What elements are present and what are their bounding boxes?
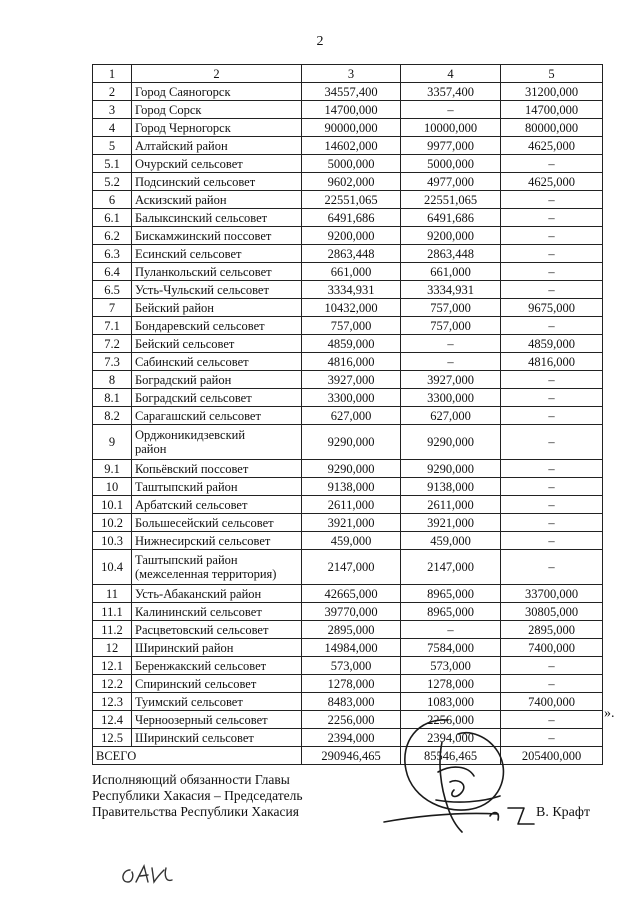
table-row: [93, 155, 603, 173]
table-row: [93, 317, 603, 335]
row-name: [132, 621, 302, 639]
row-value-col4: –: [401, 101, 501, 119]
row-value-col3: 10432,000: [302, 299, 401, 317]
row-name: [132, 209, 302, 227]
row-value-col4: 9290,000: [401, 460, 501, 478]
table-row: [93, 425, 603, 460]
row-name: [132, 693, 302, 711]
row-name-line: Город Саяногорск: [135, 84, 231, 99]
row-value-col3: 6491,686: [302, 209, 401, 227]
row-value-col5: –: [501, 711, 603, 729]
table-row: [93, 83, 603, 101]
row-name: [132, 335, 302, 353]
row-name: [132, 119, 302, 137]
row-name: [132, 657, 302, 675]
row-value-col4: 3927,000: [401, 371, 501, 389]
row-name: [132, 407, 302, 425]
row-value-col4: 22551,065: [401, 191, 501, 209]
signer-name: В. Крафт: [536, 805, 591, 820]
row-name: [132, 514, 302, 532]
row-value-col3: 2256,000: [302, 711, 401, 729]
row-name-line: Туимский сельсовет: [135, 694, 243, 709]
header-cell-3: 3: [302, 65, 401, 83]
row-name: [132, 460, 302, 478]
row-name-line: (межселенная территория): [135, 567, 277, 581]
total-value-col5: 205400,000: [501, 747, 603, 765]
row-number: 10.1: [93, 496, 132, 514]
row-name: [132, 137, 302, 155]
row-number: 6.3: [93, 245, 132, 263]
row-number: 2: [93, 83, 132, 101]
row-name: [132, 550, 302, 585]
row-name: [132, 389, 302, 407]
row-value-col5: –: [501, 389, 603, 407]
row-number: 7.3: [93, 353, 132, 371]
row-value-col5: 7400,000: [501, 693, 603, 711]
row-name-line: Алтайский район: [135, 138, 228, 153]
row-value-col4: 6491,686: [401, 209, 501, 227]
row-value-col3: 459,000: [302, 532, 401, 550]
row-value-col5: –: [501, 317, 603, 335]
row-name: [132, 425, 302, 460]
row-value-col3: 34557,400: [302, 83, 401, 101]
table-row: [93, 191, 603, 209]
row-value-col5: –: [501, 371, 603, 389]
row-value-col5: 9675,000: [501, 299, 603, 317]
row-value-col3: 3921,000: [302, 514, 401, 532]
row-name-line: Расцветовский сельсовет: [135, 622, 269, 637]
table-row: [93, 585, 603, 603]
row-value-col4: –: [401, 353, 501, 371]
row-value-col5: –: [501, 407, 603, 425]
row-value-col5: –: [501, 155, 603, 173]
table-row: [93, 621, 603, 639]
row-name-line: Ширинский сельсовет: [135, 730, 254, 745]
row-value-col4: 7584,000: [401, 639, 501, 657]
row-value-col3: 90000,000: [302, 119, 401, 137]
row-value-col4: 9138,000: [401, 478, 501, 496]
table-row: [93, 389, 603, 407]
table-row: [93, 101, 603, 119]
table-header-row: [93, 65, 603, 83]
row-name-line: Сабинский сельсовет: [135, 354, 249, 369]
row-number: 7.2: [93, 335, 132, 353]
row-value-col3: 661,000: [302, 263, 401, 281]
row-name-line: Боградский район: [135, 372, 232, 387]
row-value-col5: 80000,000: [501, 119, 603, 137]
table-row: [93, 263, 603, 281]
row-value-col3: 9200,000: [302, 227, 401, 245]
row-value-col5: –: [501, 514, 603, 532]
table-row: [93, 245, 603, 263]
total-value-col3: 290946,465: [302, 747, 401, 765]
row-name-line: Таштыпский район: [135, 553, 238, 567]
row-value-col4: 4977,000: [401, 173, 501, 191]
row-name-line: Пуланкольский сельсовет: [135, 264, 272, 279]
row-number: 12.2: [93, 675, 132, 693]
row-value-col4: 1278,000: [401, 675, 501, 693]
row-name-line: Есинский сельсовет: [135, 246, 242, 261]
row-value-col4: 9200,000: [401, 227, 501, 245]
row-name-line: Копьёвский поссовет: [135, 461, 249, 476]
row-number: 6.4: [93, 263, 132, 281]
row-value-col5: –: [501, 675, 603, 693]
row-number: 12.1: [93, 657, 132, 675]
row-name: [132, 281, 302, 299]
row-name-line: Орджоникидзевский: [135, 428, 246, 442]
row-value-col3: 9138,000: [302, 478, 401, 496]
total-label: ВСЕГО: [93, 747, 302, 765]
row-value-col4: 459,000: [401, 532, 501, 550]
table-row: [93, 639, 603, 657]
budget-table-body: [93, 65, 603, 765]
row-number: 6: [93, 191, 132, 209]
budget-table: [92, 64, 603, 765]
row-value-col5: –: [501, 496, 603, 514]
row-name-line: Город Черногорск: [135, 120, 231, 135]
row-value-col5: –: [501, 209, 603, 227]
handwritten-signature: [378, 712, 548, 837]
row-name-line: Спиринский сельсовет: [135, 676, 257, 691]
row-name: [132, 263, 302, 281]
row-number: 6.1: [93, 209, 132, 227]
row-value-col5: –: [501, 191, 603, 209]
row-name-line: Усть-Чульский сельсовет: [135, 282, 269, 297]
row-name-line: Усть-Абаканский район: [135, 586, 262, 601]
row-value-col3: 2611,000: [302, 496, 401, 514]
row-name: [132, 496, 302, 514]
row-number: 10.2: [93, 514, 132, 532]
row-value-col4: 573,000: [401, 657, 501, 675]
header-cell-2: 2: [132, 65, 302, 83]
row-name-line: Большесейский сельсовет: [135, 515, 274, 530]
row-value-col3: 8483,000: [302, 693, 401, 711]
table-row: [93, 119, 603, 137]
row-value-col3: 2394,000: [302, 729, 401, 747]
row-number: 9: [93, 425, 132, 460]
row-value-col3: 9290,000: [302, 425, 401, 460]
row-value-col3: 42665,000: [302, 585, 401, 603]
row-value-col4: 3921,000: [401, 514, 501, 532]
row-name: [132, 353, 302, 371]
row-value-col5: –: [501, 729, 603, 747]
table-row: [93, 460, 603, 478]
row-value-col5: –: [501, 550, 603, 585]
row-value-col5: –: [501, 478, 603, 496]
table-row: [93, 281, 603, 299]
row-name: [132, 245, 302, 263]
table-row: [93, 514, 603, 532]
row-value-col5: 2895,000: [501, 621, 603, 639]
table-row: [93, 227, 603, 245]
row-value-col5: 7400,000: [501, 639, 603, 657]
row-value-col3: 3300,000: [302, 389, 401, 407]
row-value-col4: 8965,000: [401, 585, 501, 603]
row-value-col5: –: [501, 227, 603, 245]
row-value-col5: 30805,000: [501, 603, 603, 621]
row-number: 12.4: [93, 711, 132, 729]
table-row: [93, 496, 603, 514]
row-name-line: Нижнесирский сельсовет: [135, 533, 271, 548]
row-name: [132, 729, 302, 747]
row-number: 3: [93, 101, 132, 119]
row-name: [132, 585, 302, 603]
row-number: 10: [93, 478, 132, 496]
row-value-col3: 1278,000: [302, 675, 401, 693]
row-number: 10.4: [93, 550, 132, 585]
table-row: [93, 299, 603, 317]
row-value-col3: 757,000: [302, 317, 401, 335]
row-value-col4: 10000,000: [401, 119, 501, 137]
row-value-col3: 2147,000: [302, 550, 401, 585]
row-value-col3: 2895,000: [302, 621, 401, 639]
row-name: [132, 155, 302, 173]
row-value-col5: –: [501, 245, 603, 263]
row-name-line: Балыксинский сельсовет: [135, 210, 268, 225]
row-value-col3: 14984,000: [302, 639, 401, 657]
handwritten-initials: [118, 862, 174, 888]
row-name-line: Бейский район: [135, 300, 214, 315]
row-value-col3: 14700,000: [302, 101, 401, 119]
footer-line-3: Правительства Республики Хакасия: [92, 804, 299, 819]
row-value-col3: 9290,000: [302, 460, 401, 478]
row-value-col3: 3334,931: [302, 281, 401, 299]
table-row: [93, 693, 603, 711]
row-value-col5: –: [501, 532, 603, 550]
row-number: 11: [93, 585, 132, 603]
row-value-col4: 661,000: [401, 263, 501, 281]
row-number: 7: [93, 299, 132, 317]
row-value-col4: 2256,000: [401, 711, 501, 729]
row-value-col3: 4859,000: [302, 335, 401, 353]
row-name: [132, 227, 302, 245]
row-name: [132, 532, 302, 550]
row-value-col3: 3927,000: [302, 371, 401, 389]
row-number: 5.2: [93, 173, 132, 191]
row-name-line: Бейский сельсовет: [135, 336, 235, 351]
row-value-col3: 5000,000: [302, 155, 401, 173]
row-number: 8: [93, 371, 132, 389]
row-name: [132, 191, 302, 209]
row-value-col4: 2611,000: [401, 496, 501, 514]
row-value-col5: –: [501, 263, 603, 281]
row-value-col4: 9290,000: [401, 425, 501, 460]
row-value-col3: 573,000: [302, 657, 401, 675]
row-value-col4: 627,000: [401, 407, 501, 425]
row-name-line: район: [135, 442, 167, 456]
row-value-col5: 4625,000: [501, 173, 603, 191]
footer-signatory-title: [92, 772, 303, 820]
row-name: [132, 711, 302, 729]
row-value-col4: –: [401, 621, 501, 639]
row-value-col4: 3334,931: [401, 281, 501, 299]
row-name: [132, 101, 302, 119]
row-number: 10.3: [93, 532, 132, 550]
row-value-col4: –: [401, 335, 501, 353]
row-name: [132, 639, 302, 657]
row-number: 6.2: [93, 227, 132, 245]
row-value-col3: 22551,065: [302, 191, 401, 209]
row-name: [132, 317, 302, 335]
row-name: [132, 299, 302, 317]
row-value-col4: 3357,400: [401, 83, 501, 101]
row-value-col4: 2863,448: [401, 245, 501, 263]
table-row: [93, 532, 603, 550]
row-name-line: Черноозерный сельсовет: [135, 712, 268, 727]
table-row: [93, 407, 603, 425]
row-name-line: Калининский сельсовет: [135, 604, 262, 619]
row-value-col5: 4859,000: [501, 335, 603, 353]
table-row: [93, 137, 603, 155]
header-cell-4: 4: [401, 65, 501, 83]
table-row: [93, 478, 603, 496]
row-name-line: Бискамжинский поссовет: [135, 228, 272, 243]
row-name-line: Ширинский район: [135, 640, 234, 655]
row-value-col5: –: [501, 281, 603, 299]
row-value-col4: 1083,000: [401, 693, 501, 711]
row-number: 12: [93, 639, 132, 657]
row-value-col5: 33700,000: [501, 585, 603, 603]
header-cell-1: 1: [93, 65, 132, 83]
row-value-col3: 39770,000: [302, 603, 401, 621]
row-value-col5: –: [501, 425, 603, 460]
row-value-col3: 14602,000: [302, 137, 401, 155]
row-name-line: Беренжакский сельсовет: [135, 658, 267, 673]
row-value-col4: 9977,000: [401, 137, 501, 155]
row-name-line: Арбатский сельсовет: [135, 497, 248, 512]
table-row: [93, 209, 603, 227]
row-value-col4: 2147,000: [401, 550, 501, 585]
table-row: [93, 657, 603, 675]
footer-line-2: Республики Хакасия – Председатель: [92, 788, 303, 803]
table-row: [93, 173, 603, 191]
row-value-col5: 4625,000: [501, 137, 603, 155]
row-number: 5.1: [93, 155, 132, 173]
row-value-col3: 4816,000: [302, 353, 401, 371]
row-number: 4: [93, 119, 132, 137]
row-value-col4: 3300,000: [401, 389, 501, 407]
row-number: 7.1: [93, 317, 132, 335]
row-number: 9.1: [93, 460, 132, 478]
row-name-line: Аскизский район: [135, 192, 227, 207]
table-row: [93, 675, 603, 693]
table-row: [93, 550, 603, 585]
row-value-col4: 2394,000: [401, 729, 501, 747]
row-number: 8.2: [93, 407, 132, 425]
row-value-col5: 4816,000: [501, 353, 603, 371]
row-number: 5: [93, 137, 132, 155]
row-name-line: Город Сорск: [135, 102, 202, 117]
row-value-col5: –: [501, 460, 603, 478]
row-name-line: Таштыпский район: [135, 479, 238, 494]
row-name-line: Боградский сельсовет: [135, 390, 252, 405]
row-value-col4: 757,000: [401, 317, 501, 335]
row-name: [132, 83, 302, 101]
row-value-col4: 757,000: [401, 299, 501, 317]
row-number: 6.5: [93, 281, 132, 299]
row-name: [132, 675, 302, 693]
row-value-col5: 31200,000: [501, 83, 603, 101]
row-name-line: Сарагашский сельсовет: [135, 408, 261, 423]
total-value-col4: 85546,465: [401, 747, 501, 765]
table-row: [93, 335, 603, 353]
row-name-line: Бондаревский сельсовет: [135, 318, 265, 333]
closing-quote: ».: [604, 706, 615, 721]
row-name: [132, 173, 302, 191]
row-number: 11.1: [93, 603, 132, 621]
row-value-col3: 9602,000: [302, 173, 401, 191]
row-name: [132, 603, 302, 621]
row-value-col3: 627,000: [302, 407, 401, 425]
table-row: [93, 371, 603, 389]
row-value-col5: –: [501, 657, 603, 675]
row-name: [132, 371, 302, 389]
row-number: 8.1: [93, 389, 132, 407]
row-value-col4: 8965,000: [401, 603, 501, 621]
table-row: [93, 603, 603, 621]
page-number: 2: [316, 34, 324, 49]
row-name-line: Очурский сельсовет: [135, 156, 243, 171]
table-row: [93, 353, 603, 371]
row-number: 11.2: [93, 621, 132, 639]
row-number: 12.3: [93, 693, 132, 711]
row-value-col4: 5000,000: [401, 155, 501, 173]
header-cell-5: 5: [501, 65, 603, 83]
footer-line-1: Исполняющий обязанности Главы: [92, 772, 290, 787]
row-value-col3: 2863,448: [302, 245, 401, 263]
row-name-line: Подсинский сельсовет: [135, 174, 256, 189]
row-number: 12.5: [93, 729, 132, 747]
row-name: [132, 478, 302, 496]
row-value-col5: 14700,000: [501, 101, 603, 119]
